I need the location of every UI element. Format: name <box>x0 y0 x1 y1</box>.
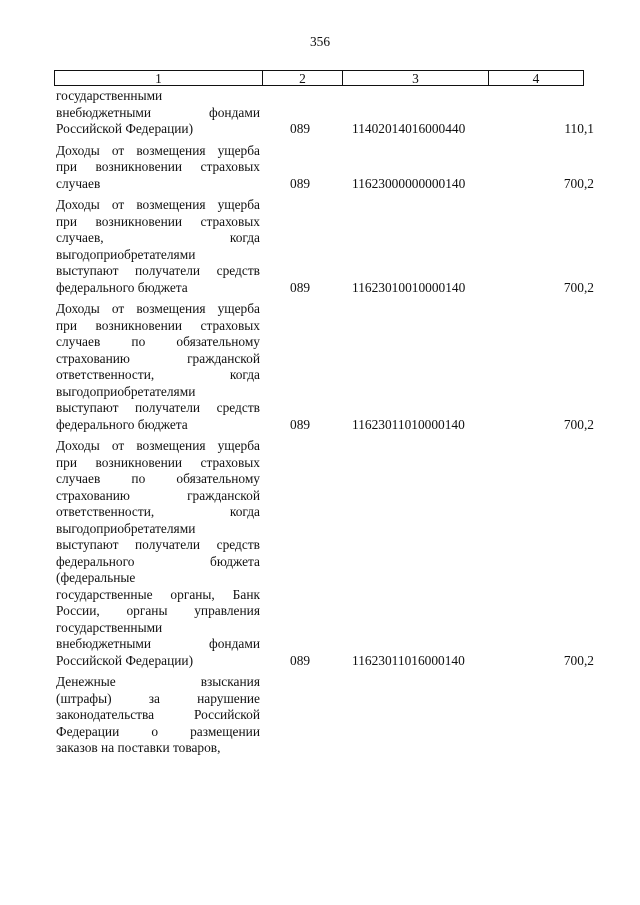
income-name-line: Российской Федерации) <box>56 121 194 136</box>
table-body <box>56 88 596 757</box>
income-name-line: страхованию гражданской <box>56 350 260 366</box>
income-name-line: (штрафы) за нарушение <box>56 690 260 706</box>
sum-cell: 700,2 <box>563 652 594 668</box>
income-name-line: Денежные взыскания <box>56 674 260 689</box>
income-name-line: внебюджетными фондами <box>56 104 260 120</box>
income-name-line: выгодоприобретателями <box>56 246 196 262</box>
income-name-line: случаев по обязательному <box>56 334 260 349</box>
income-name-line: выступают получатели средств <box>56 263 260 278</box>
admin-code-cell: 089 <box>290 175 311 191</box>
header-col-2: 2 <box>263 71 343 85</box>
income-name-line: Российской Федерации) <box>56 652 194 668</box>
table-row <box>56 301 596 433</box>
header-col-3: 3 <box>343 71 489 85</box>
table-row <box>56 438 596 669</box>
income-name-line: случаев <box>56 175 101 191</box>
sum-cell: 110,1 <box>564 121 594 136</box>
table-row <box>56 197 596 296</box>
income-name-cell <box>56 197 260 296</box>
header-col-4: 4 <box>532 71 540 86</box>
income-name-line: федерального бюджета <box>56 553 260 569</box>
table-row <box>56 143 596 193</box>
income-name-line: законодательства Российской <box>56 707 260 722</box>
sum-cell: 700,2 <box>563 175 594 191</box>
table-header <box>54 70 584 86</box>
admin-code-cell: 089 <box>290 279 311 295</box>
income-name-line: выступают получатели средств <box>56 400 260 415</box>
budget-classification-code-cell: 11623010010000140 <box>352 279 466 295</box>
header-col-1: 1 <box>55 71 263 85</box>
income-name-line: при возникновении страховых <box>56 159 260 174</box>
income-name-line: Доходы от возмещения ущерба <box>56 438 260 453</box>
income-name-line: заказов на поставки товаров, <box>56 740 221 755</box>
table-row <box>56 674 596 757</box>
income-name-line: государственными <box>56 619 163 635</box>
income-name-line: России, органы управления <box>56 603 260 618</box>
income-name-line: (федеральные <box>56 570 136 585</box>
sum-cell: 700,2 <box>563 416 594 432</box>
income-name-cell <box>56 674 260 757</box>
income-name-line: Доходы от возмещения ущерба <box>56 197 260 212</box>
income-name-line: при возникновении страховых <box>56 213 260 229</box>
sum-cell: 700,2 <box>563 279 594 295</box>
admin-code-cell: 089 <box>290 416 311 432</box>
admin-code-cell: 089 <box>290 652 311 668</box>
budget-classification-code-cell: 11402014016000440 <box>352 121 466 136</box>
income-name-line: государственные органы, Банк <box>56 586 260 602</box>
admin-code-cell: 089 <box>290 121 311 136</box>
income-name-line: случаев, когда <box>56 230 260 245</box>
income-name-cell <box>56 301 260 433</box>
income-name-line: выгодоприобретателями <box>56 520 196 536</box>
income-name-line: страхованию гражданской <box>56 487 260 503</box>
budget-classification-code-cell: 11623011010000140 <box>352 416 465 432</box>
budget-classification-code-cell: 11623011016000140 <box>352 652 465 668</box>
income-name-line: внебюджетными фондами <box>56 636 260 651</box>
page-number: 356 <box>309 34 331 49</box>
income-name-line: выгодоприобретателями <box>56 383 196 399</box>
income-name-line: государственными <box>56 88 163 103</box>
income-name-cell <box>56 438 260 669</box>
income-name-line: при возникновении страховых <box>56 454 260 470</box>
income-name-line: федерального бюджета <box>56 416 188 432</box>
income-name-line: Доходы от возмещения ущерба <box>56 142 260 158</box>
income-name-cell <box>56 143 260 193</box>
income-name-line: ответственности, когда <box>56 504 260 519</box>
income-name-line: ответственности, когда <box>56 367 260 382</box>
income-name-line: случаев по обязательному <box>56 471 260 486</box>
income-name-line: при возникновении страховых <box>56 317 260 333</box>
table-row <box>56 88 596 138</box>
income-name-line: федерального бюджета <box>56 279 188 295</box>
budget-classification-code-cell: 11623000000000140 <box>352 175 466 191</box>
income-name-line: выступают получатели средств <box>56 537 260 552</box>
income-name-line: Доходы от возмещения ущерба <box>56 301 260 316</box>
income-name-line: Федерации о размещении <box>56 723 260 739</box>
income-name-cell <box>56 88 260 138</box>
